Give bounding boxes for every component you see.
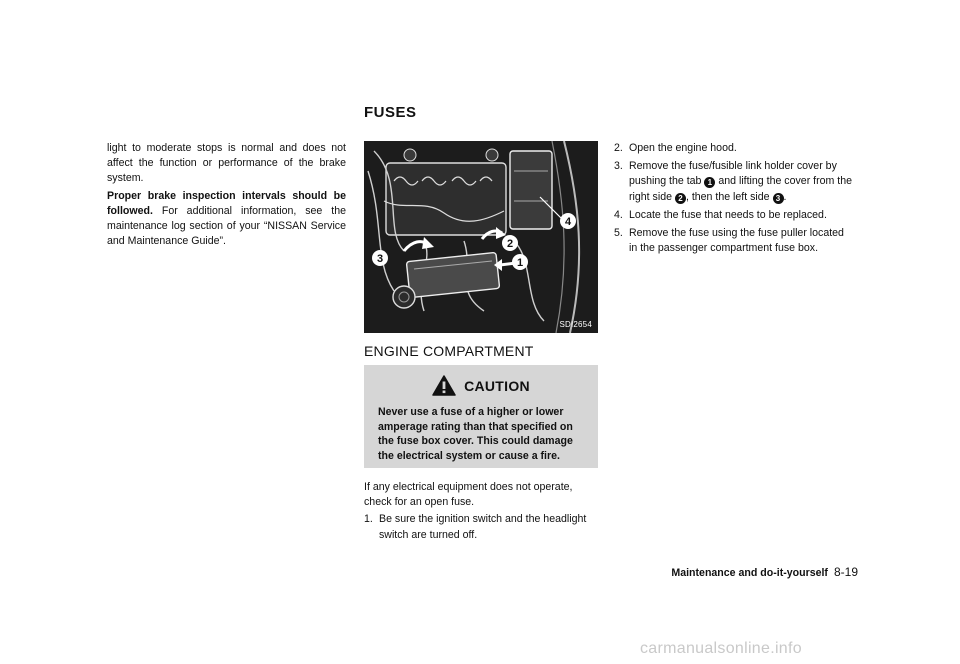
step-text-part: Remove the fuse/fusible link holder cover by pushing the tab xyxy=(629,160,837,188)
step-text xyxy=(629,160,852,202)
footer-section-title: Maintenance and do-it-yourself xyxy=(671,567,828,579)
open-fuse-intro: If any electrical equipment does not operate, check for an open fuse. xyxy=(364,481,573,509)
section-title: FUSES xyxy=(364,104,417,121)
callout-4: 4 xyxy=(564,216,572,228)
caution-header xyxy=(364,375,598,396)
step-number: 5. xyxy=(614,227,623,240)
inspection-text: For additional information, see the maintenance log section of your “NISSAN Service and Maintenance Guide”. xyxy=(107,204,346,248)
watermark: carmanualsonline.info xyxy=(640,640,802,657)
step-text: Locate the fuse that needs to be replaced. xyxy=(629,208,827,221)
page-number: 8-19 xyxy=(833,565,858,579)
figure-code: SDI2654 xyxy=(559,320,592,329)
left-column xyxy=(107,141,346,251)
list-item xyxy=(614,208,854,223)
step-number: 3. xyxy=(614,160,623,173)
warning-triangle-icon xyxy=(432,375,456,396)
callout-1-inline: 1 xyxy=(704,177,715,188)
page-footer xyxy=(671,565,858,579)
caution-text: Never use a fuse of a higher or lower amperage rating than that specified on the fuse box cover. This could damage the electrical system or cause a fire. xyxy=(378,406,573,462)
callout-3: 3 xyxy=(376,253,384,265)
callout-2-inline: 2 xyxy=(675,193,686,204)
step-text: Remove the fuse using the fuse puller located in the passenger compartment fuse box. xyxy=(629,227,844,255)
engine-compartment-heading: ENGINE COMPARTMENT xyxy=(364,343,534,359)
step-text-part: , then the left side xyxy=(685,190,773,203)
list-item xyxy=(364,512,598,542)
right-column xyxy=(614,141,854,259)
engine-bay-drawing xyxy=(364,141,598,333)
step-text: Open the engine hood. xyxy=(629,142,737,154)
engine-fuse-illustration xyxy=(364,141,598,333)
callout-3-inline: 3 xyxy=(773,193,784,204)
step-text: Be sure the ignition switch and the headlight switch are turned off. xyxy=(379,513,587,541)
inspection-paragraph xyxy=(107,189,346,250)
step-text-part: . xyxy=(783,190,787,203)
engine-compartment-body xyxy=(364,480,598,546)
caution-label: CAUTION xyxy=(464,377,530,394)
step-number: 1. xyxy=(364,513,373,526)
brake-paragraph: light to moderate stops is normal and does not affect the function or performance of the brake system. xyxy=(107,142,346,185)
callout-1: 1 xyxy=(516,257,524,269)
step-number: 4. xyxy=(614,208,623,221)
list-item xyxy=(614,226,854,256)
step-number: 2. xyxy=(614,142,623,154)
inspection-bold-text: Proper brake inspection intervals should be followed. xyxy=(107,189,346,217)
callout-2: 2 xyxy=(506,238,514,250)
list-item xyxy=(614,141,854,156)
step-text-part: and lifting the cover from the right side xyxy=(629,175,853,203)
caution-box xyxy=(364,365,598,468)
list-item xyxy=(614,159,854,205)
